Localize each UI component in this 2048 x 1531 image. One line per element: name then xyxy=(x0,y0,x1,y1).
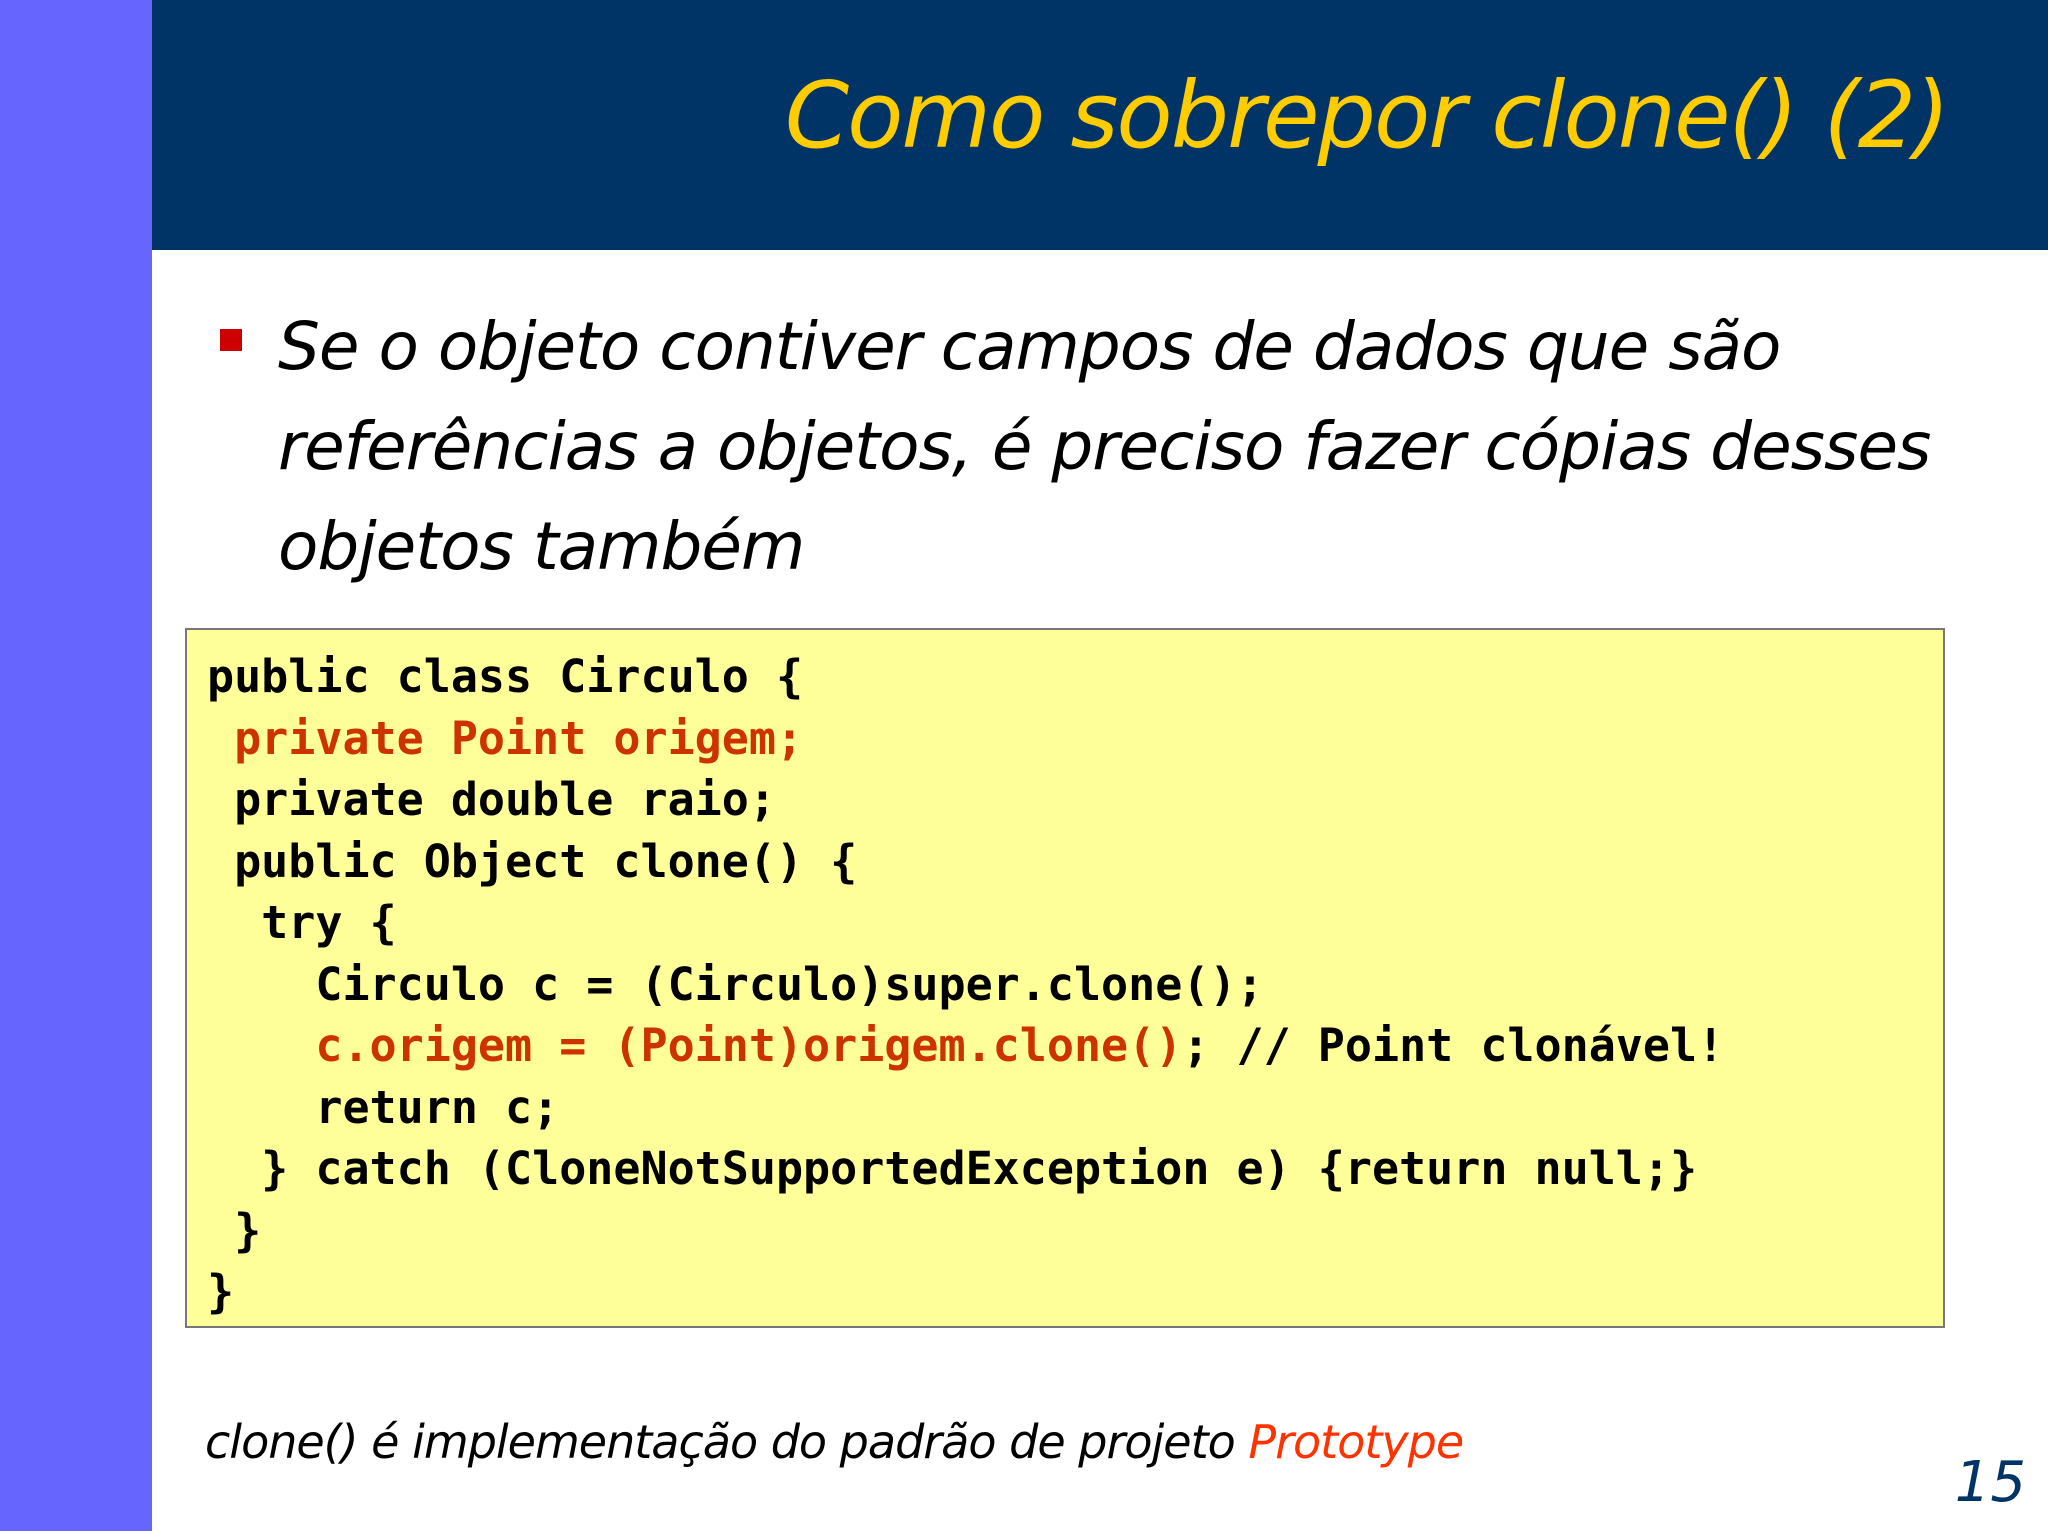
footer-text: clone() é implementação do padrão de projeto xyxy=(205,1415,1249,1469)
code-line-6: Circulo c = (Circulo)super.clone(); xyxy=(207,957,1264,1011)
code-listing xyxy=(207,646,1724,1323)
code-line-10: } xyxy=(207,1203,262,1257)
bullet-square-icon xyxy=(220,329,242,351)
code-line-7-rest: ; // Point clonável! xyxy=(1182,1019,1725,1072)
code-line-5: try { xyxy=(207,896,397,949)
code-line-3: private double raio; xyxy=(207,773,776,826)
bullet-text: Se o objeto contiver campos de dados que são referências a objetos, é preciso fazer cópias desses objetos também xyxy=(278,308,1931,585)
left-sidebar-band xyxy=(0,0,152,1531)
code-line-7-highlight: c.origem = (Point)origem.clone() xyxy=(207,1019,1183,1072)
footer-accent: Prototype xyxy=(1248,1415,1464,1469)
footer-note xyxy=(205,1415,1463,1469)
slide-title: Como sobrepor clone() (2) xyxy=(784,62,1948,169)
code-line-11: } xyxy=(207,1265,235,1318)
code-line-8: return c; xyxy=(207,1080,560,1134)
code-line-4: public Object clone() { xyxy=(207,834,858,888)
page-number: 15 xyxy=(1954,1450,2026,1515)
title-bar xyxy=(152,0,2048,250)
code-line-2: private Point origem; xyxy=(207,711,804,765)
code-line-1: public class Circulo { xyxy=(207,650,804,703)
code-block xyxy=(185,628,1945,1328)
code-line-9: } catch (CloneNotSupportedException e) {return null;} xyxy=(207,1142,1698,1195)
